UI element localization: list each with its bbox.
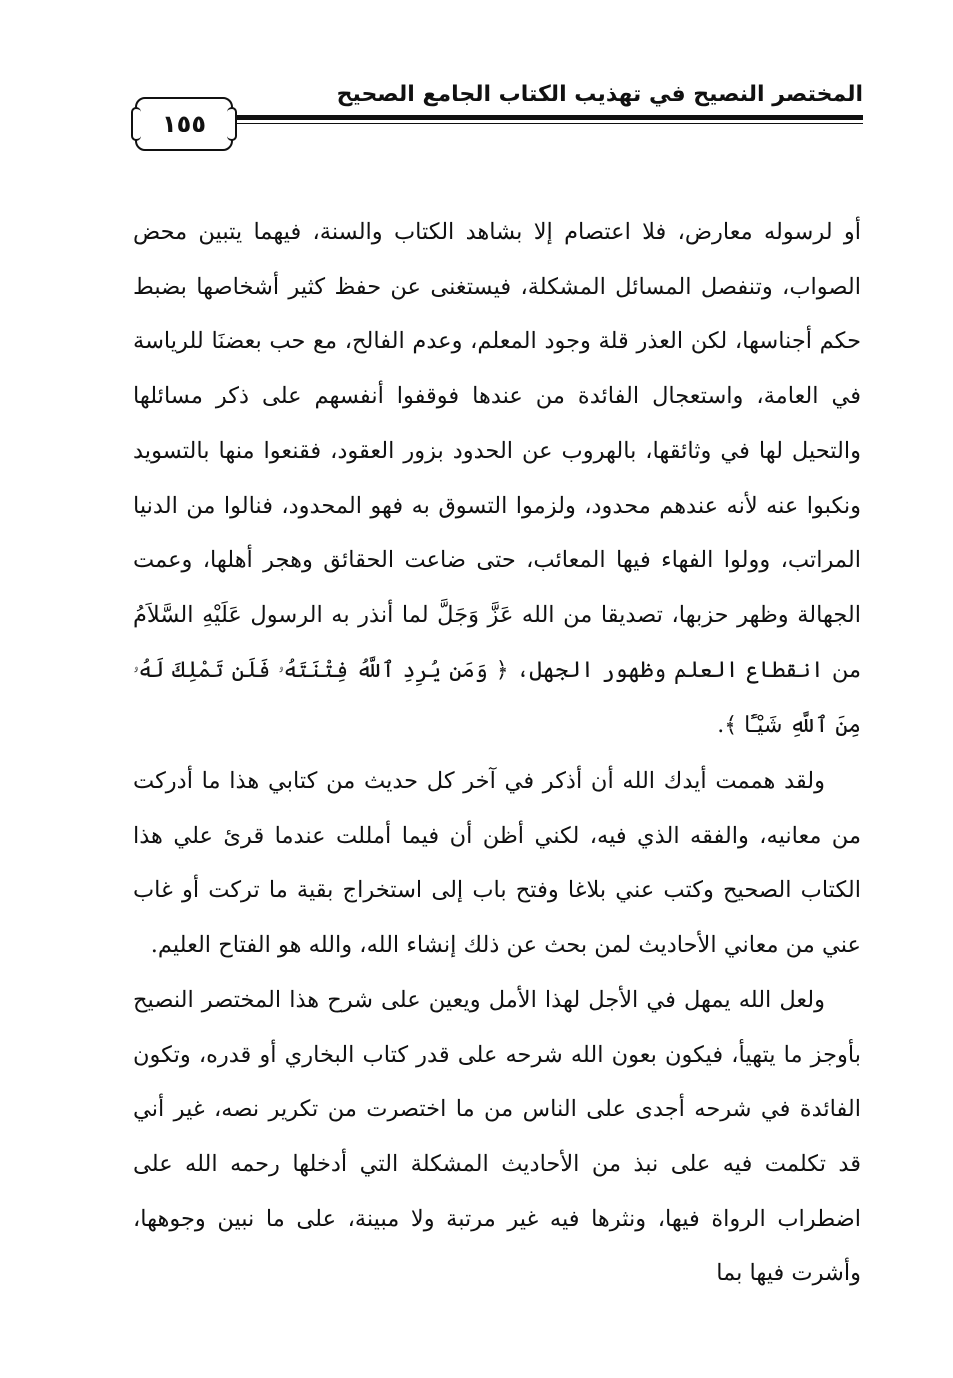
text-line: أو لرسوله معارض، فلا اعتصام إلا بشاهد الكتاب والسنة، فيهما يتبين محض: [133, 219, 861, 245]
page-number: [135, 97, 233, 151]
page-number-text: ١٥٥: [162, 110, 206, 138]
header-rule: [232, 115, 863, 120]
paragraph-3: [133, 973, 861, 1301]
header-rule-thin: [232, 123, 863, 124]
running-header-title: المختصر النصيح في تهذيب الكتاب الجامع الصحيح: [336, 82, 863, 107]
text-line: ولعل الله يمهل في الأجل لهذا الأمل ويعين على شرح هذا المختصر النصيح: [133, 986, 825, 1013]
text-line: الفائدة في شرحه أجدى على الناس من ما اختصرت من تكرير نصه، غير أني قد: [133, 1096, 861, 1177]
text-line: ولقد هممت أيدك الله أن أذكر في آخر كل حديث من كتابي هذا ما أدركت: [133, 768, 825, 795]
text-line: حكم أجناسها، لكن العذر قلة وجود المعلم، وعدم الفالح، مع حب بعضنَا: [211, 328, 861, 355]
text-line: بأوجز ما يتهيأ، فيكون بعون الله شرحه على قدر كتاب البخاري أو قدره، وتكون: [133, 1041, 861, 1068]
text-line: المراتب، وولوا الفهاء فيها المعائب، حتى ضاعت الحقائق وهجر أهلها، وعمت: [133, 547, 861, 574]
text-line: ونكبوا عنه لأنه عندهم محدود، ولزموا التسوق به فهو المحدود، فنالوا من الدنيا: [133, 492, 861, 519]
text-line: الصواب، وتنفصل المسائل المشكلة، فيستغنى عن حفظ كثير أشخاصها بضبط: [133, 273, 861, 300]
text-line: من معانيه، والفقه الذي فيه، لكني أظن أن فيما أمللت عندما قرئ علي هذا: [133, 822, 861, 849]
text-line: للرياسة في العامة، واستعجال الفائدة من عندها فوقفوا أنفسهم على ذكر مسائلها: [133, 328, 861, 410]
quran-verse-line: شَيْـًٔا ﴾.: [717, 713, 783, 739]
text-line: غاب عني من معاني الأحاديث لمن بحث عن ذلك إنشاء الله، والله هو الفتاح: [133, 877, 861, 959]
body-text: [133, 205, 861, 1301]
text-line: الرواة فيها، ونثرها فيه غير مرتبة ولا مبينة، على ما نبين وجوهها، وأشرت فيها بما: [133, 1205, 861, 1287]
text-line: تكلمت فيه على نبذ من الأحاديث المشكلة التي أدخلها رحمه الله على اضطراب: [133, 1150, 862, 1232]
text-line: والتحيل لها في وثائقها، بالهروب عن الحدود بزور العقود، فقنعوا منها بالتسويد: [133, 437, 861, 464]
quran-verse-line: انقطاع العلم وظهور الجهل، ﴿ وَمَن يُرِدِ ٱللَّهُ فِتْنَتَهُۥ فَلَن تَمْلِكَ لَهُۥ مِنَ ٱللَّهِ: [133, 657, 861, 739]
text-line: العليم.: [150, 932, 212, 959]
paragraph-2: [133, 754, 861, 973]
text-line: الجهالة وظهر حزبها، تصديقا من الله عَزَّ وَجَلَّ لما أنذر به الرسول عَلَيْهِ السَّلاَمُ من: [133, 601, 861, 683]
text-line: الكتاب الصحيح وكتب عني بلاغا وفتح باب إلى استخراج بقية ما تركت أو: [181, 877, 861, 904]
paragraph-1: [133, 205, 861, 754]
